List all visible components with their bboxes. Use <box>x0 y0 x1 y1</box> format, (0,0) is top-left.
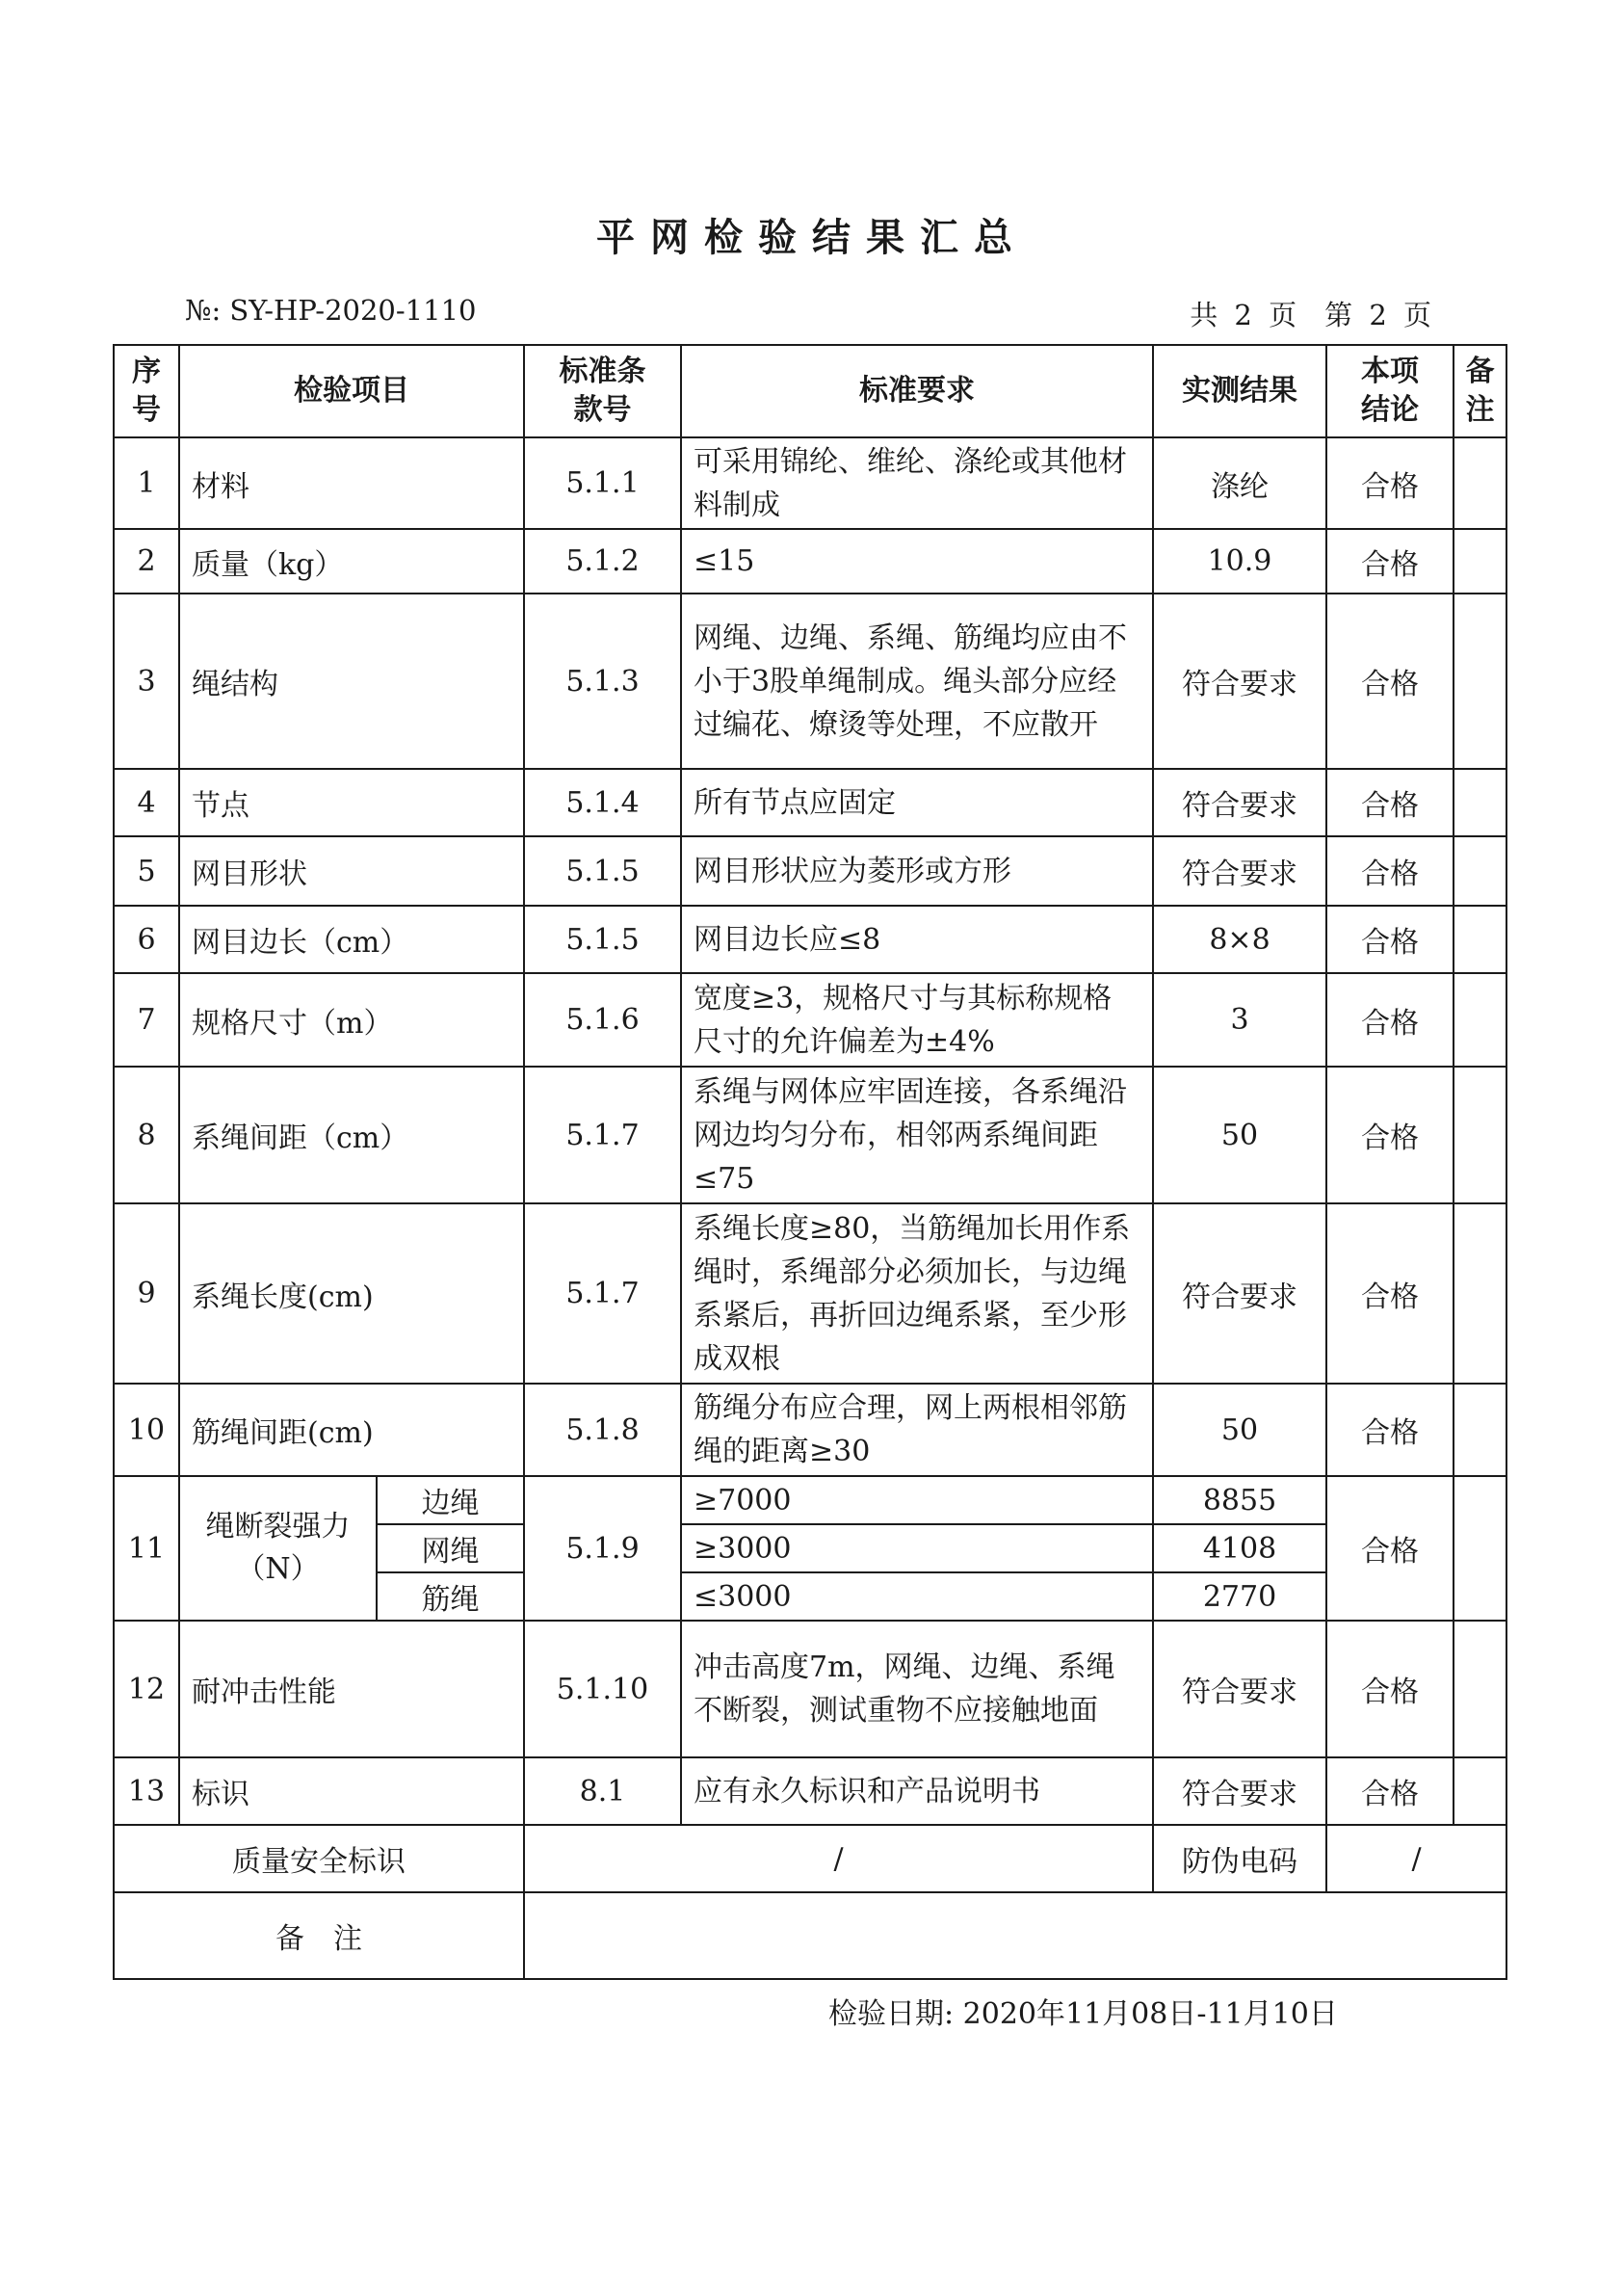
row-item: 材料 <box>179 437 524 529</box>
row-conclusion: 合格 <box>1326 1384 1454 1476</box>
header-conclusion: 本项结论 <box>1326 345 1454 437</box>
row-item: 系绳长度(cm) <box>179 1203 524 1384</box>
row-result: 符合要求 <box>1153 1203 1326 1384</box>
table-row <box>114 1384 1506 1476</box>
row-item: 网目边长（cm） <box>179 906 524 973</box>
row-number: 1 <box>114 437 179 529</box>
quality-mark-value: / <box>524 1825 1153 1892</box>
row-requirement: 应有永久标识和产品说明书 <box>681 1757 1153 1825</box>
row-clause: 5.1.7 <box>524 1067 681 1203</box>
row-number: 7 <box>114 973 179 1067</box>
row-clause: 5.1.2 <box>524 529 681 594</box>
table-row <box>114 836 1506 906</box>
row-remark <box>1454 1757 1506 1825</box>
row-clause: 5.1.1 <box>524 437 681 529</box>
row-remark <box>1454 1384 1506 1476</box>
row-requirement: 系绳与网体应牢固连接，各系绳沿网边均匀分布，相邻两系绳间距≤75 <box>681 1067 1153 1203</box>
header-remark: 备注 <box>1454 345 1506 437</box>
row-number: 4 <box>114 769 179 836</box>
row-result: 符合要求 <box>1153 1757 1326 1825</box>
row-number: 11 <box>114 1476 179 1621</box>
table-row <box>114 906 1506 973</box>
row-result: 8×8 <box>1153 906 1326 973</box>
header-row <box>114 345 1506 437</box>
header-item: 检验项目 <box>179 345 524 437</box>
row-conclusion: 合格 <box>1326 1621 1454 1757</box>
row-clause: 5.1.9 <box>524 1476 681 1621</box>
inspection-table <box>113 344 1507 1980</box>
remarks-row <box>114 1892 1506 1979</box>
row-number: 9 <box>114 1203 179 1384</box>
row-conclusion: 合格 <box>1326 1203 1454 1384</box>
row-requirement: 冲击高度7m，网绳、边绳、系绳不断裂，测试重物不应接触地面 <box>681 1621 1153 1757</box>
table-row <box>114 1621 1506 1757</box>
row-item: 质量（kg） <box>179 529 524 594</box>
row-remark <box>1454 1476 1506 1621</box>
row-clause: 5.1.3 <box>524 594 681 769</box>
row-requirement: 网绳、边绳、系绳、筋绳均应由不小于3股单绳制成。绳头部分应经过编花、燎烫等处理，不应散开 <box>681 594 1153 769</box>
row-result: 50 <box>1153 1384 1326 1476</box>
row-number: 12 <box>114 1621 179 1757</box>
row-result: 符合要求 <box>1153 836 1326 906</box>
row-result: 符合要求 <box>1153 1621 1326 1757</box>
row-clause: 5.1.10 <box>524 1621 681 1757</box>
row-requirement: 网目形状应为菱形或方形 <box>681 836 1153 906</box>
page-title: 平网检验结果汇总 <box>596 215 1028 260</box>
row-result: 符合要求 <box>1153 594 1326 769</box>
row-conclusion: 合格 <box>1326 594 1454 769</box>
row-result: 符合要求 <box>1153 769 1326 836</box>
inspection-date: 检验日期: 2020年11月08日-11月10日 <box>828 1997 1338 2031</box>
row-requirement: 宽度≥3，规格尺寸与其标称规格尺寸的允许偏差为±4% <box>681 973 1153 1067</box>
quality-mark-row <box>114 1825 1506 1892</box>
row-remark <box>1454 437 1506 529</box>
page-count: 共 2 页 第 2 页 <box>1190 299 1431 331</box>
row-clause: 5.1.4 <box>524 769 681 836</box>
table-row-breaking-strength <box>114 1476 1506 1524</box>
header-clause: 标准条款号 <box>524 345 681 437</box>
table-row <box>114 1757 1506 1825</box>
row-conclusion: 合格 <box>1326 529 1454 594</box>
row-remark <box>1454 1067 1506 1203</box>
row-requirement: 所有节点应固定 <box>681 769 1153 836</box>
row-item: 系绳间距（cm） <box>179 1067 524 1203</box>
row-remark <box>1454 1203 1506 1384</box>
row-clause: 5.1.7 <box>524 1203 681 1384</box>
row-remark <box>1454 1621 1506 1757</box>
row-clause: 5.1.8 <box>524 1384 681 1476</box>
row-requirement: 可采用锦纶、维纶、涤纶或其他材料制成 <box>681 437 1153 529</box>
row-result: 10.9 <box>1153 529 1326 594</box>
document-number: №: SY-HP-2020-1110 <box>185 294 477 327</box>
row-clause: 5.1.5 <box>524 836 681 906</box>
row-remark <box>1454 769 1506 836</box>
sub-result: 2770 <box>1153 1572 1326 1621</box>
sub-requirement: ≤3000 <box>681 1572 1153 1621</box>
row-item: 标识 <box>179 1757 524 1825</box>
row-conclusion: 合格 <box>1326 1757 1454 1825</box>
row-clause: 5.1.6 <box>524 973 681 1067</box>
row-conclusion: 合格 <box>1326 437 1454 529</box>
row-item: 耐冲击性能 <box>179 1621 524 1757</box>
sub-result: 4108 <box>1153 1524 1326 1572</box>
row-clause: 5.1.5 <box>524 906 681 973</box>
row-result: 涤纶 <box>1153 437 1326 529</box>
row-number: 13 <box>114 1757 179 1825</box>
table-row <box>114 1203 1506 1384</box>
row-number: 10 <box>114 1384 179 1476</box>
row-remark <box>1454 973 1506 1067</box>
row-result: 50 <box>1153 1067 1326 1203</box>
row-conclusion: 合格 <box>1326 906 1454 973</box>
row-conclusion: 合格 <box>1326 836 1454 906</box>
row-requirement: 网目边长应≤8 <box>681 906 1153 973</box>
sub-item-name: 边绳 <box>377 1476 524 1524</box>
row-conclusion: 合格 <box>1326 973 1454 1067</box>
row-number: 5 <box>114 836 179 906</box>
row-clause: 8.1 <box>524 1757 681 1825</box>
anti-counterfeit-label: 防伪电码 <box>1153 1825 1326 1892</box>
row-conclusion: 合格 <box>1326 1476 1454 1621</box>
quality-mark-label: 质量安全标识 <box>114 1825 524 1892</box>
row-requirement: 系绳长度≥80，当筋绳加长用作系绳时，系绳部分必须加长，与边绳系紧后，再折回边绳系紧，至少形成双根 <box>681 1203 1153 1384</box>
row-remark <box>1454 594 1506 769</box>
sub-result: 8855 <box>1153 1476 1326 1524</box>
remarks-label: 备 注 <box>114 1892 524 1979</box>
row-remark <box>1454 906 1506 973</box>
row-item: 筋绳间距(cm) <box>179 1384 524 1476</box>
anti-counterfeit-value: / <box>1326 1825 1506 1892</box>
table-row <box>114 973 1506 1067</box>
row-number: 3 <box>114 594 179 769</box>
header-result: 实测结果 <box>1153 345 1326 437</box>
row-number: 6 <box>114 906 179 973</box>
row-requirement: ≤15 <box>681 529 1153 594</box>
header-requirement: 标准要求 <box>681 345 1153 437</box>
sub-item-name: 网绳 <box>377 1524 524 1572</box>
table-row <box>114 437 1506 529</box>
row-remark <box>1454 836 1506 906</box>
row-conclusion: 合格 <box>1326 1067 1454 1203</box>
sub-requirement: ≥3000 <box>681 1524 1153 1572</box>
table-row <box>114 529 1506 594</box>
row-item: 绳断裂强力（N） <box>179 1476 377 1621</box>
row-item: 网目形状 <box>179 836 524 906</box>
table-row <box>114 1067 1506 1203</box>
sub-item-name: 筋绳 <box>377 1572 524 1621</box>
row-result: 3 <box>1153 973 1326 1067</box>
sub-requirement: ≥7000 <box>681 1476 1153 1524</box>
row-item: 绳结构 <box>179 594 524 769</box>
table-row <box>114 594 1506 769</box>
row-remark <box>1454 529 1506 594</box>
row-number: 2 <box>114 529 179 594</box>
remarks-value <box>524 1892 1506 1979</box>
table-row <box>114 769 1506 836</box>
row-requirement: 筋绳分布应合理，网上两根相邻筋绳的距离≥30 <box>681 1384 1153 1476</box>
header-seq: 序号 <box>114 345 179 437</box>
row-number: 8 <box>114 1067 179 1203</box>
row-item: 节点 <box>179 769 524 836</box>
row-conclusion: 合格 <box>1326 769 1454 836</box>
row-item: 规格尺寸（m） <box>179 973 524 1067</box>
